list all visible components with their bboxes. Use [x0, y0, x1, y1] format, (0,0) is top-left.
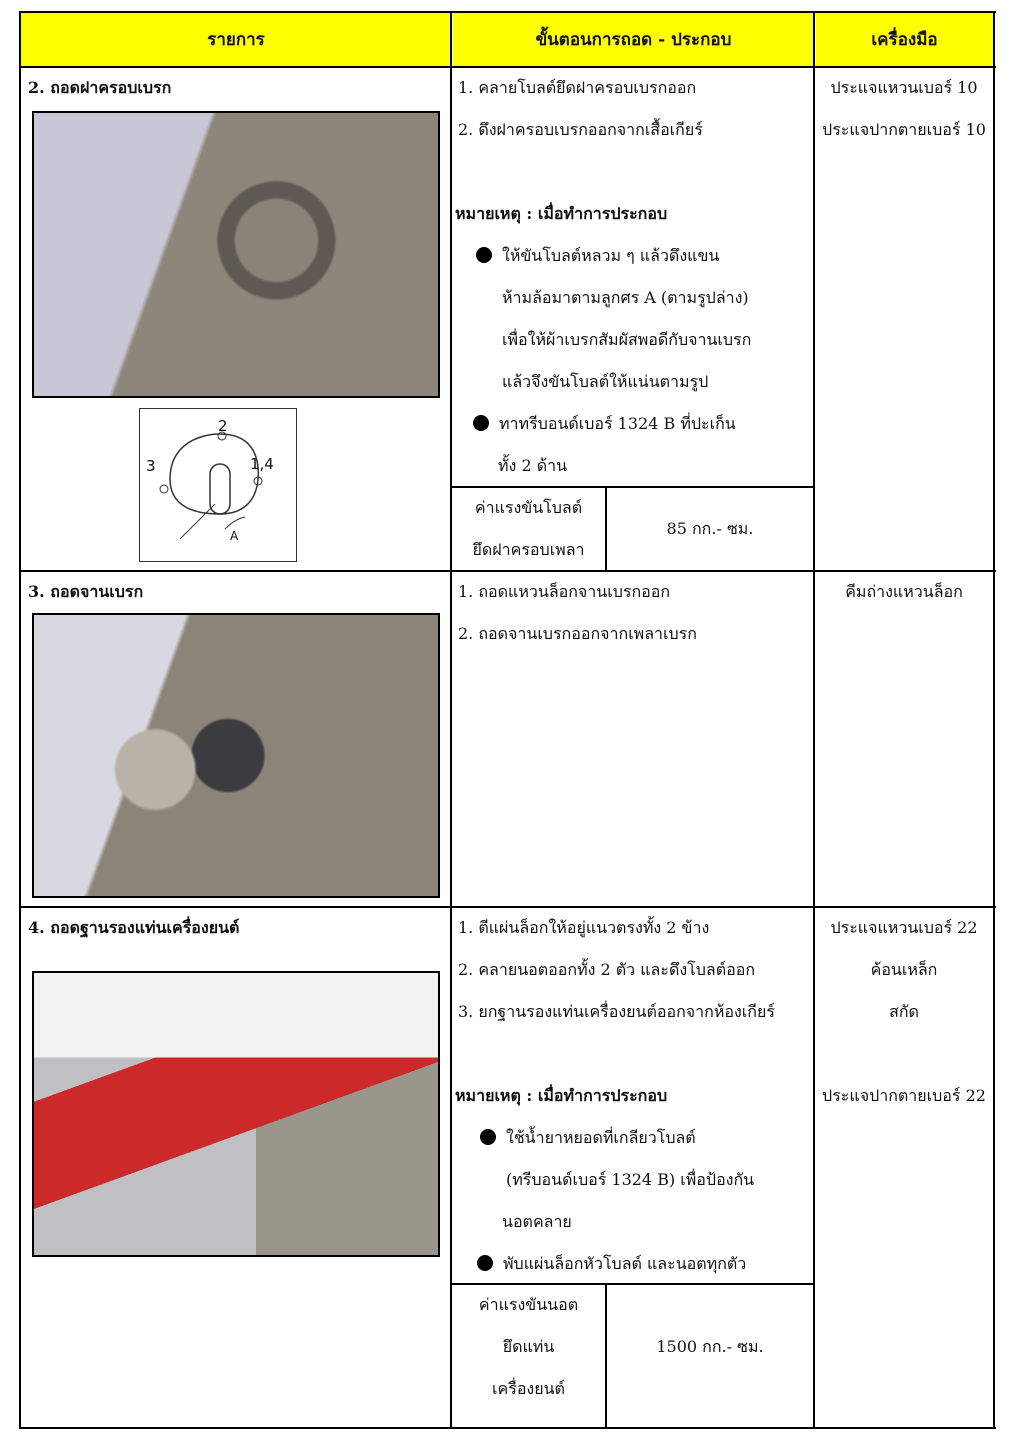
step: 2. คลายนอตออกทั้ง 2 ตัว และดึงโบลต์ออก [458, 960, 755, 979]
step: 1. ตีแผ่นล็อกให้อยู่แนวตรงทั้ง 2 ข้าง [458, 918, 710, 937]
torque-label: เครื่องยนต์ [492, 1379, 565, 1398]
note-title: หมายเหตุ : เมื่อทำการประกอบ [455, 204, 668, 223]
header-steps: ขั้นตอนการถอด - ประกอบ [453, 12, 814, 67]
step: 2. ถอดจานเบรกออกจากเพลาเบรก [458, 624, 697, 643]
note: (ทรีบอนด์เบอร์ 1324 B) เพื่อป้องกัน [506, 1170, 755, 1189]
tool: ประแจปากตายเบอร์ 10 [822, 120, 986, 139]
tool: คีมถ่างแหวนล็อก [845, 582, 963, 601]
header-tools: เครื่องมือ [816, 12, 993, 67]
note: พับแผ่นล็อกหัวโบลต์ และนอตทุกตัว [503, 1254, 747, 1273]
torque-value: 1500 กก.- ซม. [656, 1337, 764, 1356]
photo-engine-mount-removal [32, 971, 440, 1257]
diagram-label-3: 3 [146, 457, 156, 475]
note: แล้วจึงขันโบลต์ให้แน่นตามรูป [502, 372, 709, 391]
torque-label: ยึดแท่น [502, 1337, 555, 1356]
diagram-label-2: 2 [218, 417, 228, 435]
note: ใช้น้ำยาหยอดที่เกลียวโบลต์ [506, 1128, 696, 1147]
gasket-diagram [139, 408, 297, 562]
tool: ค้อนเหล็ก [870, 960, 938, 979]
torque-value: 85 กก.- ซม. [666, 519, 754, 538]
note-title: หมายเหตุ : เมื่อทำการประกอบ [455, 1086, 668, 1105]
note: ให้ขันโบลต์หลวม ๆ แล้วดึงแขน [502, 246, 720, 265]
tool: ประแจแหวนเบอร์ 10 [830, 78, 978, 97]
note: ทาทรีบอนด์เบอร์ 1324 B ที่ปะเก็น [499, 414, 736, 433]
bullet-icon [473, 415, 489, 431]
torque-label: ค่าแรงขันโบลต์ [474, 498, 583, 517]
tool: ประแจปากตายเบอร์ 22 [822, 1086, 986, 1105]
torque-label: ยึดฝาครอบเพลา [472, 540, 585, 559]
row-title: 4. ถอดฐานรองแท่นเครื่องยนต์ [28, 918, 240, 937]
tool: สกัด [889, 1002, 919, 1021]
row-title: 2. ถอดฝาครอบเบรก [28, 78, 172, 97]
step: 1. ถอดแหวนล็อกจานเบรกออก [458, 582, 671, 601]
photo-brake-disc-removal [32, 613, 440, 898]
bullet-icon [476, 247, 492, 263]
diagram-label-a: A [230, 529, 239, 543]
photo-brake-cover-removal [32, 111, 440, 398]
bullet-icon [480, 1129, 496, 1145]
step: 1. คลายโบลต์ยึดฝาครอบเบรกออก [458, 78, 697, 97]
note: เพื่อให้ผ้าเบรกสัมผัสพอดีกับจานเบรก [502, 330, 752, 349]
torque-label: ค่าแรงขันนอต [478, 1295, 579, 1314]
note: นอตคลาย [502, 1212, 572, 1231]
tool: ประแจแหวนเบอร์ 22 [830, 918, 978, 937]
header-item: รายการ [21, 12, 451, 67]
step: 3. ยกฐานรองแท่นเครื่องยนต์ออกจากห้องเกียร์ [458, 1002, 775, 1021]
note: ทั้ง 2 ด้าน [498, 456, 568, 475]
note: ห้ามล้อมาตามลูกศร A (ตามรูปล่าง) [502, 288, 749, 307]
bullet-icon [477, 1255, 493, 1271]
row-title: 3. ถอดจานเบรก [28, 582, 144, 601]
step: 2. ดึงฝาครอบเบรกออกจากเสื้อเกียร์ [458, 120, 703, 139]
diagram-label-1-4: 1,4 [250, 455, 274, 473]
